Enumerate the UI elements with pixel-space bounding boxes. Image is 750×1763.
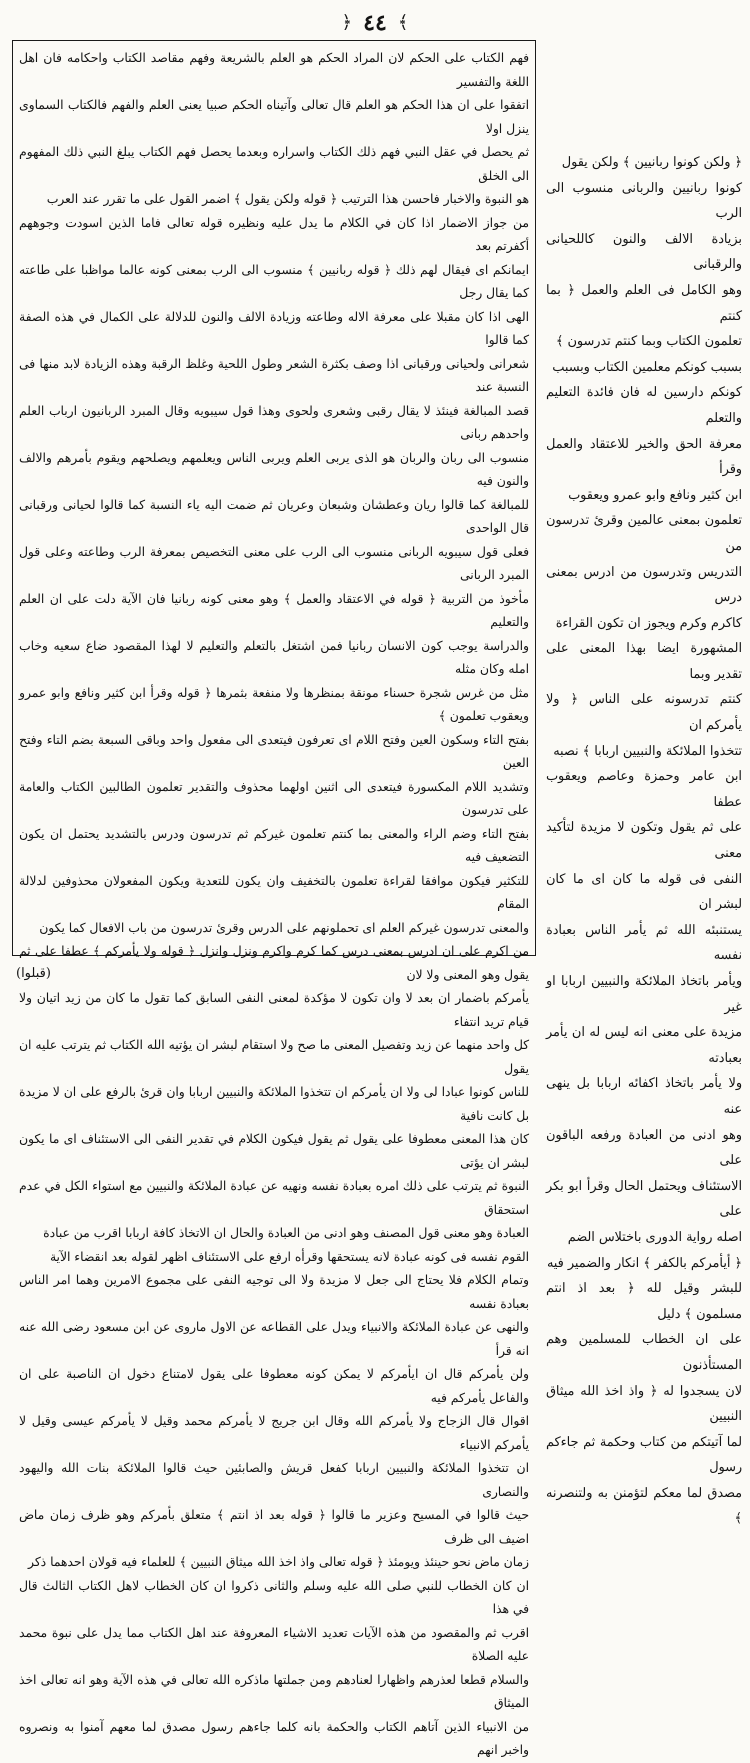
margin-line: الاستئناف ويحتمل الحال وقرأ ابو بكر على bbox=[546, 1178, 742, 1220]
main-line: مأخوذ من التربية ﴿ قوله في الاعتقاد والعمل ﴾ وهو معنى كونه ربانيا فان الآية دلت على ان العلم والتعليم bbox=[19, 591, 529, 629]
main-line: وتشديد اللام المكسورة فيتعدى الى اثنين اولهما محذوف والتقدير تعلمون الطالبين الكتاب والعامة على تدرسون bbox=[19, 779, 529, 817]
main-line: كل واحد منهما عن زيد وتفصيل المعنى ما صح ولا استقام لبشر ان يؤتيه الله الكتاب ثم يترتب عليه ان يقول bbox=[19, 1038, 529, 1076]
main-line: شعرانى ولحيانى ورقبانى اذا وصف بكثرة الشعر وطول اللحية وغلظ الرقبة وهذه الزيادة لابد منها فى النسبة عند bbox=[19, 356, 529, 394]
margin-line: النفى فى قوله ما كان اى ما كان لبشر ان bbox=[546, 871, 742, 913]
main-line: من الانبياء الذين آتاهم الكتاب والحكمة بانه كلما جاءهم رسول مصدق لما معهم آمنوا به ونصروه واخبر انهم bbox=[19, 1719, 529, 1757]
margin-line: بزيادة الالف والنون كاللحيانى والرقبانى bbox=[546, 231, 742, 273]
main-line: حيث قالوا في المسيح وعزير ما قالوا ﴿ قوله بعد اذ انتم ﴾ متعلق بأمركم وهو ظرف زمان ماض اضيف الى ظرف bbox=[19, 1508, 529, 1546]
main-line: والدراسة يوجب كون الانسان ربانيا فمن اشتغل بالتعلم والتعليم لا لهذا المقصود ضاع سعيه وخاب امله وكان مثله bbox=[19, 638, 529, 676]
margin-line: كونوا ربانيين والربانى منسوب الى الرب bbox=[546, 180, 742, 222]
margin-line: يستنبئه الله ثم يأمر الناس بعبادة نفسه bbox=[546, 922, 742, 964]
margin-line: ﴿ أيأمركم بالكفر ﴾ انكار والضمير فيه bbox=[546, 1255, 742, 1271]
margin-commentary-text bbox=[546, 150, 742, 1527]
margin-line: تتخذوا الملائكة والنبيين اربابا ﴾ نصبه bbox=[553, 743, 742, 759]
main-line: والسلام قطعا لعذرهم واظهارا لعنادهم ومن جملتها ماذكره الله تعالى في هذه الآية وهو انه تعالى اخذ الميثاق bbox=[19, 1672, 529, 1710]
main-line: للناس كونوا عبادا لى ولا ان يأمركم ان تتخذوا الملائكة والنبيين اربابا وان قرئ بالرفع على ان لا مزيدة بل كانت نافية bbox=[19, 1085, 529, 1123]
main-line: الهى اذا كان مقبلا على معرفة الاله وطاعته وزيادة الالف والنون للدلالة على الكمال في هذه الصفة كما قالوا bbox=[19, 309, 529, 347]
main-line: القوم نفسه فى كونه عبادة لانه يستحقها وقرأه ارفع على الاستئناف اظهر لقوله بعد انقضاء الآية bbox=[49, 1249, 529, 1264]
margin-line: وهو الكامل فى العلم والعمل ﴿ بما كنتم bbox=[546, 282, 742, 324]
main-line: والمعنى تدرسون غيركم العلم اى تحملونهم على الدرس وقرئ تدرسون من باب الافعال كما يكون bbox=[39, 920, 529, 935]
margin-line: تعلمون بمعنى عالمين وقرئ تدرسون من bbox=[546, 513, 742, 554]
main-commentary-text bbox=[19, 47, 529, 1763]
margin-line: لان يسجدوا له ﴿ واذ اخذ الله ميثاق النبيين bbox=[546, 1383, 742, 1425]
main-line: ان تتخذوا الملائكة والنبيين اربابا كفعل قريش والصابئين حيث قالوا الملائكة بنات الله واليهود والنصارى bbox=[19, 1461, 529, 1499]
margin-line: معرفة الحق والخير للاعتقاد والعمل وقرأ bbox=[546, 436, 742, 478]
main-line: مثل من غرس شجرة حسناء مونقة بمنظرها ولا منفعة بثمرها ﴿ قوله وقرأ ابن كثير ونافع وابو عمرو ويعقوب تعلمون ﴾ bbox=[19, 685, 529, 723]
margin-line: ولا يأمر باتخاذ اكفائه اربابا بل ينهى عنه bbox=[546, 1076, 742, 1117]
margin-line: بسبب كونكم معلمين الكتاب وبسبب bbox=[552, 359, 742, 375]
main-line: اتفقوا على ان هذا الحكم هو العلم قال تعالى وآتيناه الحكم صبيا يعنى العلم والفهم فالكتاب السماوى ينزل اولا bbox=[19, 98, 529, 136]
page-number: ٤٤ bbox=[363, 10, 387, 36]
main-line: يأمركم باضمار ان بعد لا وان تكون لا مؤكدة لمعنى النفى السابق كما تقول ما كان من زيد اتيان ولا قيام تريد انتفاء bbox=[19, 991, 529, 1029]
margin-line: اصله رواية الدورى باختلاس الضم bbox=[567, 1229, 742, 1245]
main-line: من جواز الاضمار اذا كان في الكلام ما يدل عليه ونظيره قوله تعالى فاما الذين اسودت وجوههم أكفرتم بعد bbox=[19, 215, 529, 253]
main-line: من اكرم على ان ادرس بمعنى درس كما كرم واكرم ونزل وانزل ﴿ قوله ولا يأمركم ﴾ عطفا على ثم يقول وهو المعنى ولا لان bbox=[19, 944, 529, 982]
margin-line: التدريس وتدرسون من ادرس بمعنى درس bbox=[546, 564, 742, 606]
header-ornament-right: ﴾ bbox=[397, 12, 409, 33]
main-line: النبوة ثم يترتب على ذلك امره بعبادة نفسه ونهيه عن عبادة الملائكة والنبيين مع استواء الكل في عدم استحقاق bbox=[19, 1179, 529, 1217]
main-line: فهم الكتاب على الحكم لان المراد الحكم هو العلم بالشريعة وفهم مقاصد الكتاب واحكامه فان اهل اللغة والتفسير bbox=[19, 51, 529, 89]
main-line: قصد المبالغة فينئذ لا يقال رقبى وشعرى ولحوى وهذا قول سيبويه وقال المبرد الربانيون ارباب العلم واحدهم ربانى bbox=[19, 403, 529, 441]
margin-line: المشهورة ايضا بهذا المعنى على تقدير وبما bbox=[546, 641, 742, 682]
main-line: هو النبوة والاخبار فاحسن هذا الترتيب ﴿ قوله ولكن يقول ﴾ اضمر القول على ما تقرر عند العرب bbox=[46, 192, 529, 206]
main-line: للتكثير فيكون موافقا لقراءة تعلمون بالتخفيف وان يكون للتعدية ويكون المفعولان محذوفين لدلالة المقام bbox=[19, 873, 529, 911]
main-line: للمبالغة كما قالوا ريان وعطشان وشبعان وعريان ثم ضمت اليه ياء النسبة كما قالوا لحيانى ورقبانى قال الواحدى bbox=[19, 497, 529, 535]
main-line: ثم يحصل في عقل النبي فهم ذلك الكتاب واسراره وبعدما يحصل فهم الكتاب يبلغ النبي ذلك المفهوم الى الخلق bbox=[19, 145, 529, 183]
margin-line: على ان الخطاب للمسلمين وهم المستأذنون bbox=[546, 1332, 742, 1373]
main-line: وتمام الكلام فلا يحتاج الى جعل لا مزيدة ولا الى توجيه النفى على مجموع الامرين وهما امر الناس بعبادة نفسه bbox=[19, 1273, 529, 1311]
main-line: ولن يأمركم قال ان ايأمركم لا يمكن كونه معطوفا على يقول لامتناع دخول ان الناصبة على ان والفاعل يأمركم فيه bbox=[19, 1367, 529, 1405]
margin-line: ﴿ ولكن كونوا ربانيين ﴾ ولكن يقول bbox=[561, 155, 742, 170]
main-line: ان كان الخطاب للنبي صلى الله عليه وسلم والثانى ذكروا ان كان الخطاب لاهل الكتاب الثالث قال في هذا bbox=[19, 1578, 529, 1616]
margin-line: كاكرم وكرم ويجوز ان تكون القراءة bbox=[555, 615, 742, 631]
header-ornament-left: ﴿ bbox=[341, 12, 353, 33]
main-line: بفتح التاء وضم الراء والمعنى بما كنتم تعلمون غيركم ثم تدرسون ودرس بالتشديد يحتمل ان يكون التضعيف فيه bbox=[19, 826, 529, 864]
main-line: كان هذا المعنى معطوفا على يقول ثم يقول فيكون الكلام في تقدير النفى الى الاستئناف اى ما يكون لبشر ان يؤتى bbox=[19, 1132, 529, 1170]
margin-line: كنتم تدرسونه على الناس ﴿ ولا يأمركم ان bbox=[546, 692, 742, 734]
margin-line: كونكم دارسين له فان فائدة التعليم والتعلم bbox=[546, 385, 742, 426]
main-line: اقوال قال الزجاج ولا يأمركم الله وقال ابن جريج لا يأمركم محمد وقيل لا يأمركم عيسى وقيل لا يأمركم الانبياء bbox=[19, 1414, 529, 1452]
main-line: ايمانكم اى فيقال لهم ذلك ﴿ قوله ربانيين ﴾ منسوب الى الرب بمعنى كونه عالما مواظبا على طاعته كما يقال رجل bbox=[19, 262, 529, 300]
margin-line: ويأمر باتخاذ الملائكة والنبيين اربابا او غير bbox=[546, 974, 742, 1015]
page-header bbox=[0, 8, 750, 38]
main-line: والنهى عن عبادة الملائكة والانبياء ويدل على القطاعه عن الاول ماروى عن ابن مسعود رضى الله عنه انه قرأ bbox=[19, 1320, 529, 1358]
main-line: زمان ماض نحو حينئذ ويومئذ ﴿ قوله تعالى واذ اخذ الله ميثاق النبيين ﴾ للعلماء فيه قولان احدهما ذكر bbox=[28, 1555, 529, 1569]
main-line: منسوب الى ربان والربان هو الذى يربى العلم ويربى الناس ويعلمهم ويصلحهم ويقوم بأمرهم والالف والنون فيه bbox=[19, 450, 529, 488]
main-line: بفتح التاء وسكون العين وفتح اللام اى تعرفون فيتعدى الى مفعول واحد وباقى السبعة بضم التاء وفتح العين bbox=[19, 732, 529, 770]
margin-line: ابن عامر وحمزة وعاصم ويعقوب عطفا bbox=[546, 769, 742, 810]
margin-line: ابن كثير ونافع وابو عمرو ويعقوب bbox=[568, 487, 742, 503]
margin-line: وهو ادنى من العبادة ورفعه الباقون على bbox=[546, 1127, 742, 1169]
margin-line: للبشر وقيل لله ﴿ بعد اذ انتم مسلمون ﴾ دليل bbox=[546, 1281, 742, 1322]
margin-line: تعلمون الكتاب وبما كنتم تدرسون ﴾ bbox=[555, 334, 742, 350]
main-line: فعلى قول سيبويه الربانى منسوب الى الرب على معنى التخصيص بمعرفة الرب وطاعته وعلى قول المبرد الربانى bbox=[19, 544, 529, 582]
margin-line: مزيدة على معنى انه ليس له ان يأمر بعبادته bbox=[546, 1025, 742, 1066]
main-line: اقرب ثم والمقصود من هذه الآيات تعديد الاشياء المعروفة عند اهل الكتاب مما يدل على نبوة محمد عليه الصلاة bbox=[19, 1625, 529, 1663]
margin-line: على ثم يقول وتكون لا مزيدة لتأكيد معنى bbox=[546, 820, 742, 862]
main-line: العبادة وهو معنى قول المصنف وهو ادنى من العبادة والحال ان الاتخاذ كافة اربابا اقرب من عبادة bbox=[43, 1226, 529, 1240]
catchword: (قبلوا) bbox=[16, 966, 51, 981]
margin-line: مصدق لما معكم لتؤمنن به ولتنصرنه ﴾ bbox=[546, 1485, 742, 1527]
margin-line: لما آتيتكم من كتاب وحكمة ثم جاءكم رسول bbox=[546, 1434, 742, 1476]
